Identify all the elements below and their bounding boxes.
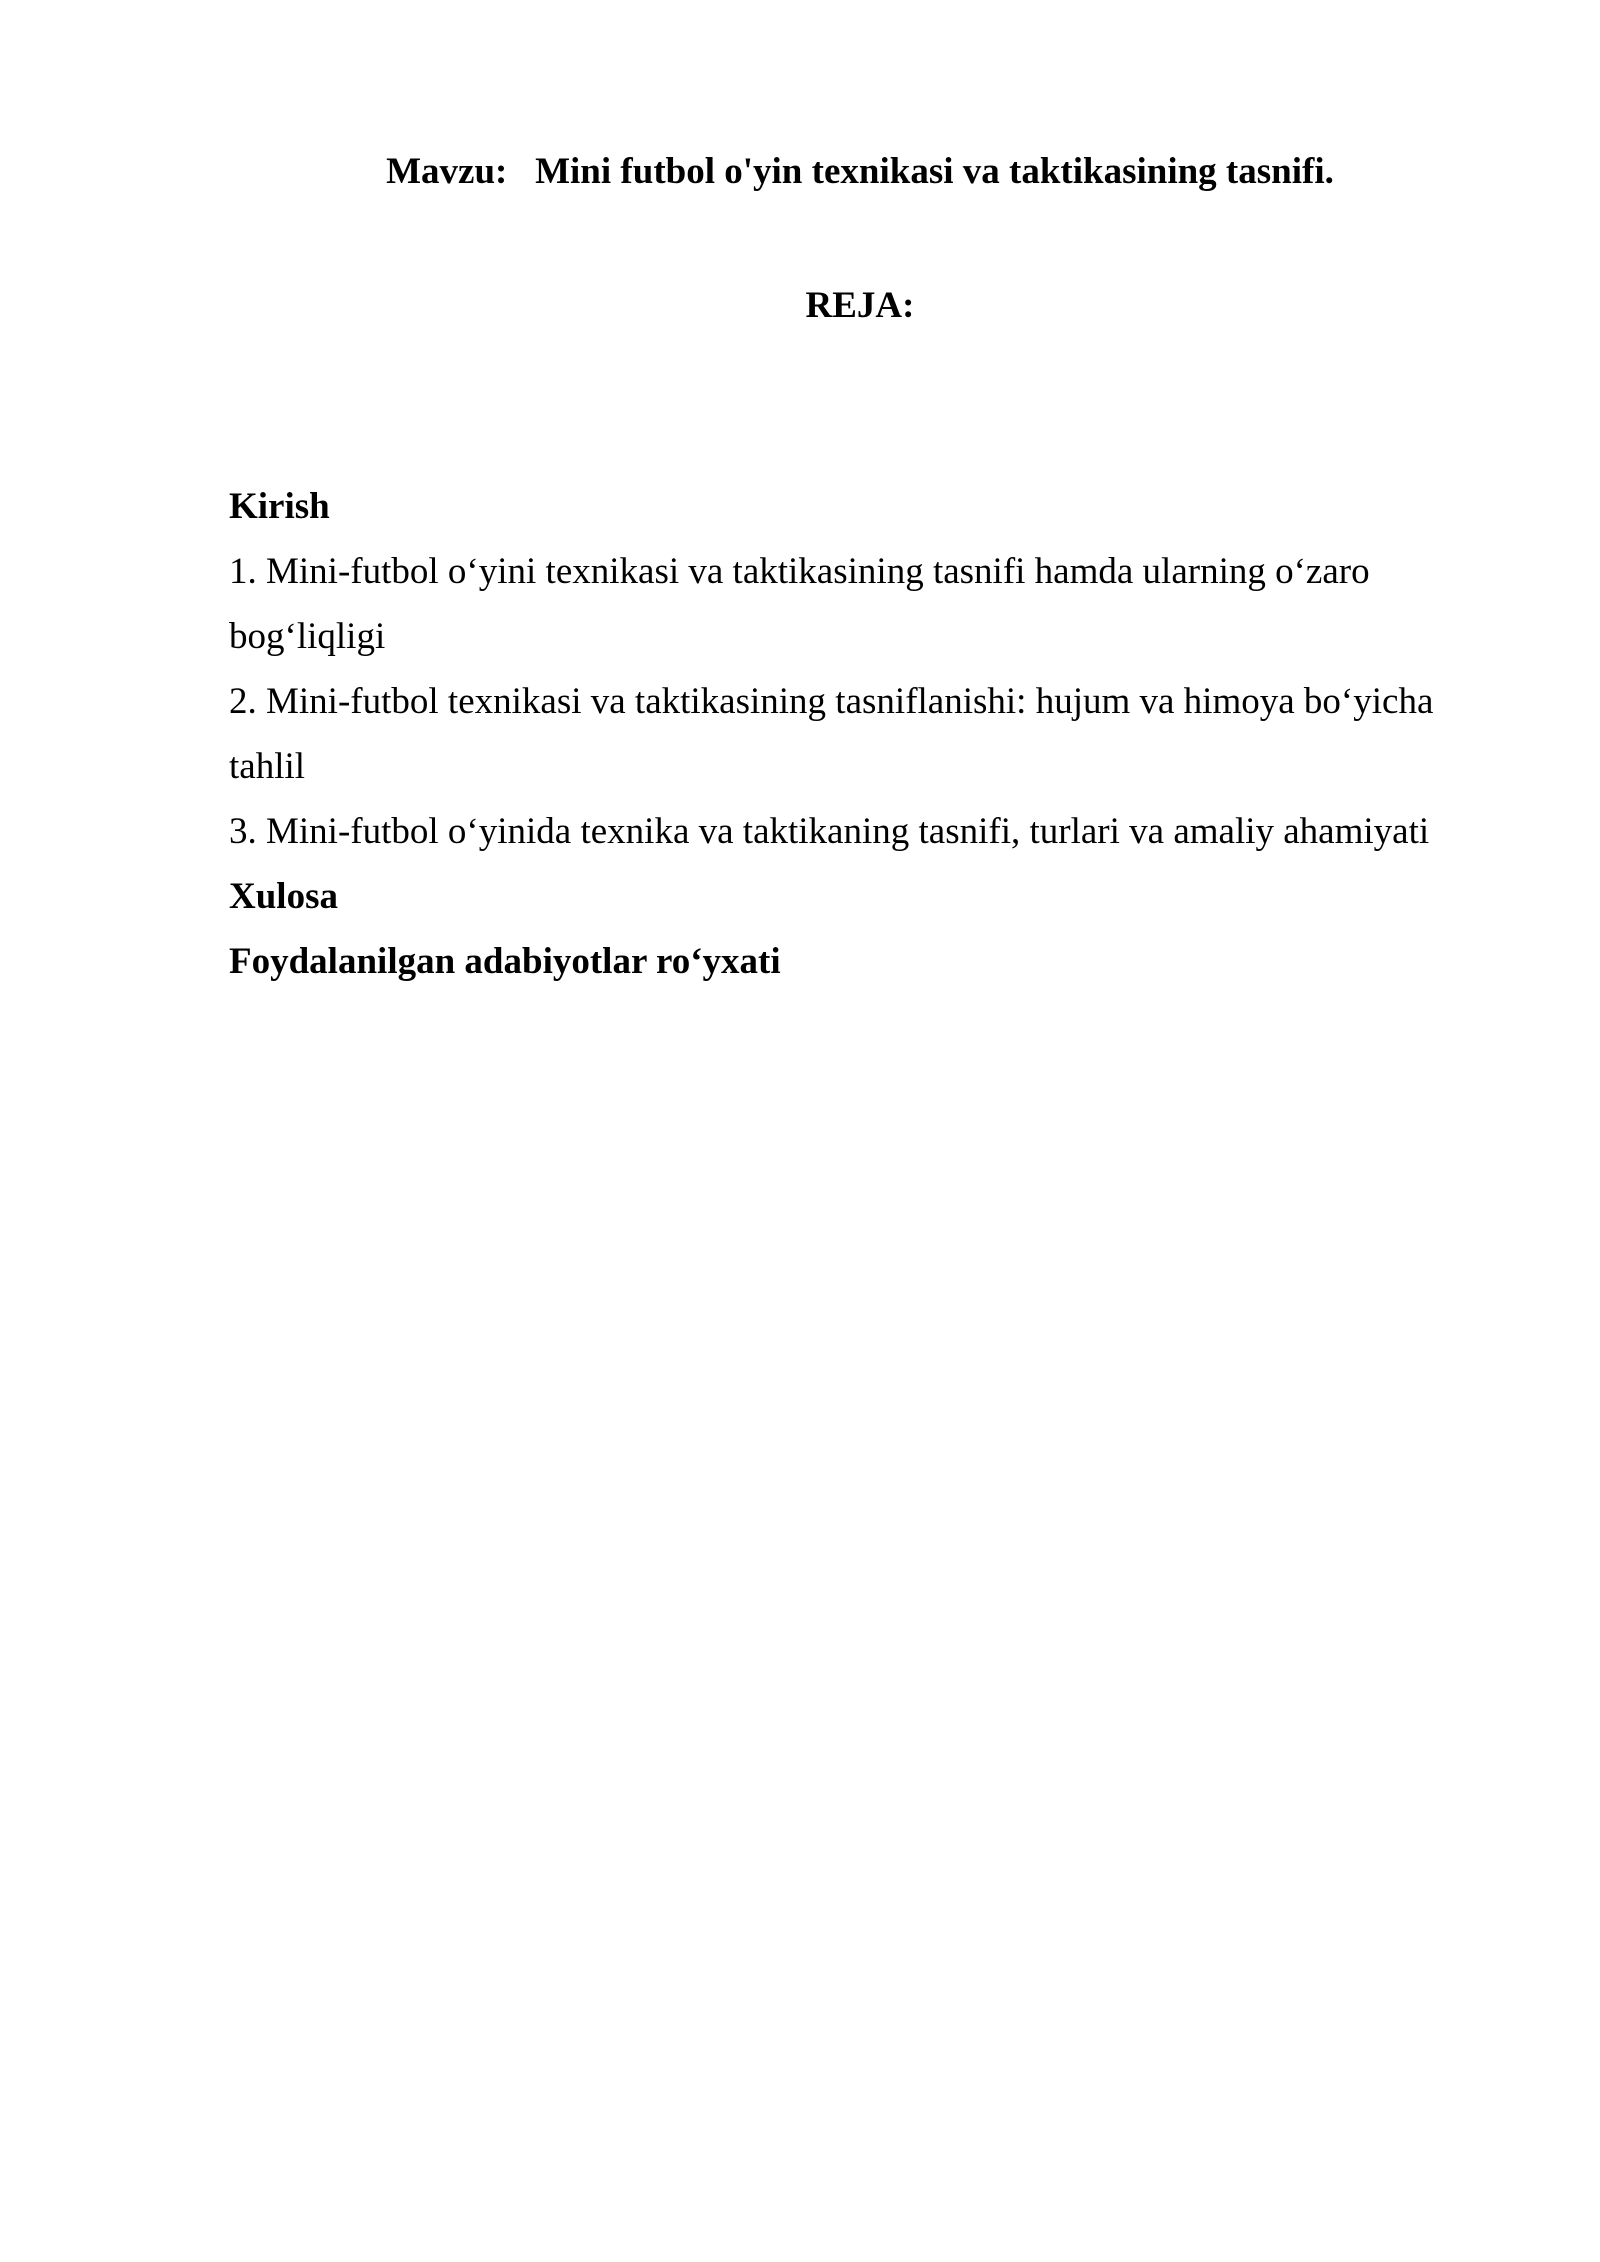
- plan-heading: REJA:: [805, 285, 915, 326]
- plan-item-1-line-2: bog‘liqligi: [229, 616, 386, 657]
- references-heading: Foydalanilgan adabiyotlar ro‘yxati: [229, 941, 781, 982]
- plan-item-3-line-1: 3. Mini-futbol o‘yinida texnika va taktikaning tasnifi, turlari va amaliy ahamiyati: [229, 811, 1430, 852]
- intro-heading: Kirish: [229, 486, 330, 527]
- plan-item-2-line-1: 2. Mini-futbol texnikasi va taktikasining tasniflanishi: hujum va himoya bo‘yicha: [229, 681, 1434, 722]
- document-title: [0, 150, 1600, 194]
- title-text: Mini futbol o'yin texnikasi va taktikasining tasnifi.: [535, 151, 1334, 192]
- plan-item-2-line-2: tahlil: [229, 746, 306, 787]
- plan-list: [229, 474, 1469, 994]
- conclusion-heading: Xulosa: [229, 876, 338, 917]
- title-prefix: Mavzu:: [386, 151, 508, 192]
- plan-item-1-line-1: 1. Mini-futbol o‘yini texnikasi va taktikasining tasnifi hamda ularning o‘zaro: [229, 551, 1370, 592]
